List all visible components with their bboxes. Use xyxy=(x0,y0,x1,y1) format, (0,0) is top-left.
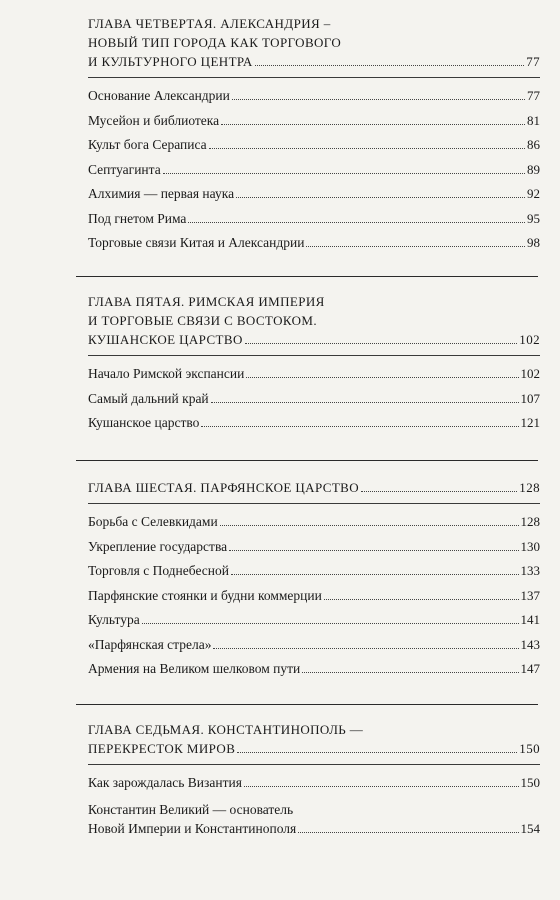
page-number: 128 xyxy=(519,480,540,495)
page-number: 107 xyxy=(520,390,540,406)
page-number: 137 xyxy=(520,587,540,603)
chapter-title xyxy=(88,720,540,758)
entry-title: Новой Империи и Константинополя xyxy=(88,820,297,836)
entry-title: Торговля с Поднебесной xyxy=(88,563,229,578)
leader-dots xyxy=(213,648,518,649)
page-number: 81 xyxy=(527,112,540,128)
chapter-title-line: ГЛАВА СЕДЬМАЯ. КОНСТАНТИНОПОЛЬ — xyxy=(88,722,364,737)
entry-title: Укрепление государства xyxy=(88,538,228,554)
leader-dots xyxy=(211,402,519,403)
toc-entry[interactable] xyxy=(88,207,540,232)
entry-title: Алхимия — первая наука xyxy=(88,186,235,201)
chapter-6 xyxy=(88,478,540,682)
leader-dots xyxy=(142,623,519,624)
section-separator xyxy=(76,704,538,705)
page-number: 121 xyxy=(520,415,540,430)
page-number: 150 xyxy=(519,741,540,756)
page-number: 89 xyxy=(527,161,540,177)
toc-entry[interactable] xyxy=(88,84,540,109)
chapter-title-line: НОВЫЙ ТИП ГОРОДА КАК ТОРГОВОГО xyxy=(88,35,342,50)
entry-title: Борьба с Селевкидами xyxy=(88,514,218,529)
leader-dots xyxy=(306,246,525,247)
toc-entry[interactable] xyxy=(88,231,540,256)
page-number: 95 xyxy=(527,210,540,226)
section-separator xyxy=(76,276,538,277)
entry-list xyxy=(88,771,540,838)
entry-title: Самый дальний край xyxy=(88,390,209,406)
leader-dots xyxy=(163,173,525,174)
toc-entry[interactable] xyxy=(88,535,540,560)
leader-dots xyxy=(298,832,518,833)
entry-title: Мусейон и библиотека xyxy=(88,112,220,128)
chapter-title-line: ГЛАВА ЧЕТВЕРТАЯ. АЛЕКСАНДРИЯ – xyxy=(88,16,331,31)
chapter-4 xyxy=(88,14,540,256)
leader-dots xyxy=(245,343,518,344)
divider xyxy=(88,77,540,78)
toc-entry[interactable] xyxy=(88,362,540,387)
toc-entry[interactable] xyxy=(88,657,540,682)
chapter-title-line: И ТОРГОВЫЕ СВЯЗИ С ВОСТОКОМ. xyxy=(88,313,318,328)
toc-entry[interactable] xyxy=(88,158,540,183)
entry-list xyxy=(88,510,540,682)
page-number: 133 xyxy=(520,563,540,578)
entry-title: Торговые связи Китая и Александрии xyxy=(88,235,305,250)
leader-dots xyxy=(221,124,525,125)
toc-entry[interactable] xyxy=(88,510,540,535)
divider xyxy=(88,503,540,504)
toc-entry[interactable] xyxy=(88,584,540,609)
page-number: 143 xyxy=(520,636,540,652)
entry-title: Кушанское царство xyxy=(88,415,200,430)
page-number: 98 xyxy=(527,235,540,250)
page-number: 141 xyxy=(520,612,540,627)
leader-dots xyxy=(361,491,517,492)
chapter-title xyxy=(88,292,540,349)
entry-title: «Парфянская стрела» xyxy=(88,636,212,652)
chapter-7 xyxy=(88,720,540,838)
divider xyxy=(88,355,540,356)
toc-entry[interactable] xyxy=(88,559,540,584)
leader-dots xyxy=(229,550,518,551)
page-number: 77 xyxy=(526,54,540,69)
leader-dots xyxy=(231,574,519,575)
leader-dots xyxy=(302,672,518,673)
chapter-5 xyxy=(88,292,540,436)
toc-entry[interactable] xyxy=(88,800,540,838)
leader-dots xyxy=(201,426,518,427)
toc-entry[interactable] xyxy=(88,411,540,436)
entry-title: Культ бога Сераписа xyxy=(88,137,207,152)
page-number: 77 xyxy=(527,88,540,103)
entry-title: Парфянские стоянки и будни коммерции xyxy=(88,587,322,603)
page-number: 102 xyxy=(520,366,540,381)
entry-title: Начало Римской экспансии xyxy=(88,366,245,381)
entry-list xyxy=(88,362,540,436)
chapter-title xyxy=(88,478,540,497)
chapter-title-line: ГЛАВА ШЕСТАЯ. ПАРФЯНСКОЕ ЦАРСТВО xyxy=(88,480,360,495)
entry-title: Под гнетом Рима xyxy=(88,210,187,226)
page-number: 130 xyxy=(520,538,540,554)
page-number: 154 xyxy=(520,820,540,836)
leader-dots xyxy=(236,197,525,198)
entry-title: Культура xyxy=(88,612,140,627)
entry-title-line: Константин Великий — основатель xyxy=(88,801,294,817)
leader-dots xyxy=(255,65,525,66)
entry-title: Армения на Великом шелковом пути xyxy=(88,661,301,676)
page-number: 86 xyxy=(527,137,540,152)
chapter-title-line: КУШАНСКОЕ ЦАРСТВО xyxy=(88,332,243,347)
leader-dots xyxy=(246,377,518,378)
leader-dots xyxy=(232,99,525,100)
entry-title: Основание Александрии xyxy=(88,88,230,103)
toc-entry[interactable] xyxy=(88,133,540,158)
leader-dots xyxy=(188,222,525,223)
toc-entry[interactable] xyxy=(88,182,540,207)
toc-entry[interactable] xyxy=(88,633,540,658)
page-number: 92 xyxy=(527,186,540,201)
chapter-title-line: ГЛАВА ПЯТАЯ. РИМСКАЯ ИМПЕРИЯ xyxy=(88,294,325,309)
entry-title: Как зарождалась Византия xyxy=(88,775,242,790)
page-number: 150 xyxy=(520,775,540,790)
section-separator xyxy=(76,460,538,461)
toc-entry[interactable] xyxy=(88,387,540,412)
leader-dots xyxy=(324,599,519,600)
leader-dots xyxy=(244,786,519,787)
page-number: 147 xyxy=(520,661,540,676)
chapter-title-line: И КУЛЬТУРНОГО ЦЕНТРА xyxy=(88,54,253,69)
chapter-title xyxy=(88,14,540,71)
entry-list xyxy=(88,84,540,256)
chapter-title-line: ПЕРЕКРЕСТОК МИРОВ xyxy=(88,741,236,756)
leader-dots xyxy=(237,752,517,753)
leader-dots xyxy=(220,525,519,526)
divider xyxy=(88,764,540,765)
leader-dots xyxy=(209,148,525,149)
page-number: 102 xyxy=(519,332,540,347)
entry-title: Септуагинта xyxy=(88,161,161,177)
toc-entry[interactable] xyxy=(88,608,540,633)
toc-entry[interactable] xyxy=(88,771,540,796)
toc-entry[interactable] xyxy=(88,109,540,134)
page-number: 128 xyxy=(520,514,540,529)
